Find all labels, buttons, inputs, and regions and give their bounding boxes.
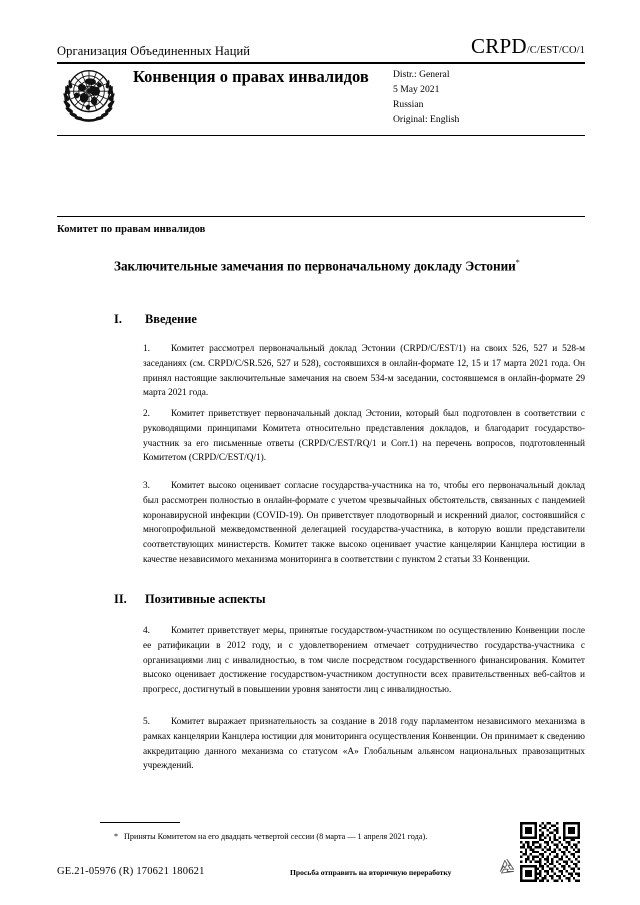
distribution-block <box>393 62 553 127</box>
distribution-type: Distr.: General <box>393 69 450 80</box>
masthead-top-row <box>57 34 585 61</box>
title-footnote-mark: * <box>515 258 520 267</box>
organization-name: Организация Объединенных Наций <box>57 44 251 59</box>
document-symbol-suffix: /C/EST/CO/1 <box>526 45 585 56</box>
footnote-separator <box>100 822 180 823</box>
original-language: Original: English <box>393 113 460 125</box>
paragraph-number: 2. <box>143 409 150 419</box>
paragraph-1 <box>143 342 585 401</box>
footnote-mark: * <box>114 832 119 841</box>
footnote-text: Приняты Комитетом на его двадцать четвертой сессии (8 марта — 1 апреля 2021 года). <box>124 832 428 841</box>
masthead <box>57 34 585 64</box>
paragraph-3 <box>143 479 585 568</box>
section-heading-positive-aspects <box>114 592 266 607</box>
section-numeral: I. <box>114 312 122 326</box>
paragraph-number: 4. <box>143 626 150 636</box>
qr-code <box>520 822 580 882</box>
paragraph-4 <box>143 624 585 698</box>
document-language: Russian <box>393 98 424 110</box>
recycle-notice: Просьба отправить на вторичную переработку <box>290 868 452 877</box>
paragraph-number: 5. <box>143 717 150 727</box>
footnote <box>114 831 534 842</box>
recycle-icon <box>496 856 518 878</box>
committee-rule <box>57 216 585 217</box>
document-date: 5 May 2021 <box>393 83 440 95</box>
document-symbol <box>471 34 585 59</box>
paragraph-text: Комитет выражает признательность за создание в 2018 году парламентом независимого механизма в рамках канцелярии Канцлера юстиции для мониторинга осуществления Конвенции. Он принимает к сведению аккредитацию данного механизма со статусом «А» Глобальным альянсом национальных правозащитных учреждений. <box>143 717 585 772</box>
paragraph-2 <box>143 407 585 466</box>
committee-name: Комитет по правам инвалидов <box>57 224 206 235</box>
job-number: GE.21-05976 (R) 170621 180621 <box>57 866 205 877</box>
masthead-bottom-rule <box>57 135 585 136</box>
page-title-text: Заключительные замечания по первоначальному докладу Эстонии <box>114 258 516 274</box>
paragraph-text: Комитет высоко оценивает согласие государства-участника на то, чтобы его первоначальный доклад был рассмотрен полностью в онлайн-формате с учетом чрезвычайных обстоятельств, связанных с пандемией коронавирусной инфекции (COVID-19). Он приветствует плодотворный и искренний диалог, состоявшийся с многопрофильной межведомственной делегацией государства-участника, в которую вошли представители соответствующих министерств. Комитет также высоко оценивает участие канцелярии Канцлера юстиции в качестве независимого механизма мониторинга в соответствии с пунктом 2 статьи 33 Конвенции. <box>143 481 585 565</box>
header-body <box>57 62 585 127</box>
paragraph-text: Комитет приветствует первоначальный доклад Эстонии, который был подготовлен в соответствии с руководящими принципами Комитета относительно представления докладов, и благодарит государство-участник за его письменные ответы (CRPD/C/EST/RQ/1 и Corr.1) на перечень вопросов, подготовленный Комитетом (CRPD/C/EST/Q/1). <box>143 409 585 464</box>
paragraph-5 <box>143 715 585 774</box>
un-emblem <box>57 63 121 127</box>
section-numeral: II. <box>114 592 127 606</box>
document-symbol-main: CRPD <box>471 34 527 58</box>
section-title: Позитивные аспекты <box>145 592 266 606</box>
page-title <box>114 257 534 276</box>
paragraph-text: Комитет рассмотрел первоначальный доклад Эстонии (CRPD/C/EST/1) на своих 526, 527 и 528-м заседаниях (см. CRPD/C/SR.526, 527 и 528), состоявшихся в онлайн-формате 12, 15 и 17 марта 2021 года. Он принял настоящие заключительные замечания на своем 534-м заседании, состоявшемся в онлайн-формате 29 марта 2021 года. <box>143 344 585 399</box>
paragraph-number: 3. <box>143 481 150 491</box>
section-title: Введение <box>145 312 197 326</box>
section-heading-introduction <box>114 312 197 327</box>
paragraph-text: Комитет приветствует меры, принятые государством-участником по осуществлению Конвенции после ее ратификации в 2012 году, и с удовлетворением отмечает сотрудничество государства-участника с организациями лиц с инвалидностью, в том числе посредством государственного финансирования. Комитет высоко оценивает достижение государством-участником доступности всех правительственных веб-сайтов и прогресс, достигнутый в повышении уровня занятости лиц с инвалидностью. <box>143 626 585 696</box>
paragraph-number: 1. <box>143 344 150 354</box>
convention-title: Конвенция о правах инвалидов <box>133 67 369 86</box>
